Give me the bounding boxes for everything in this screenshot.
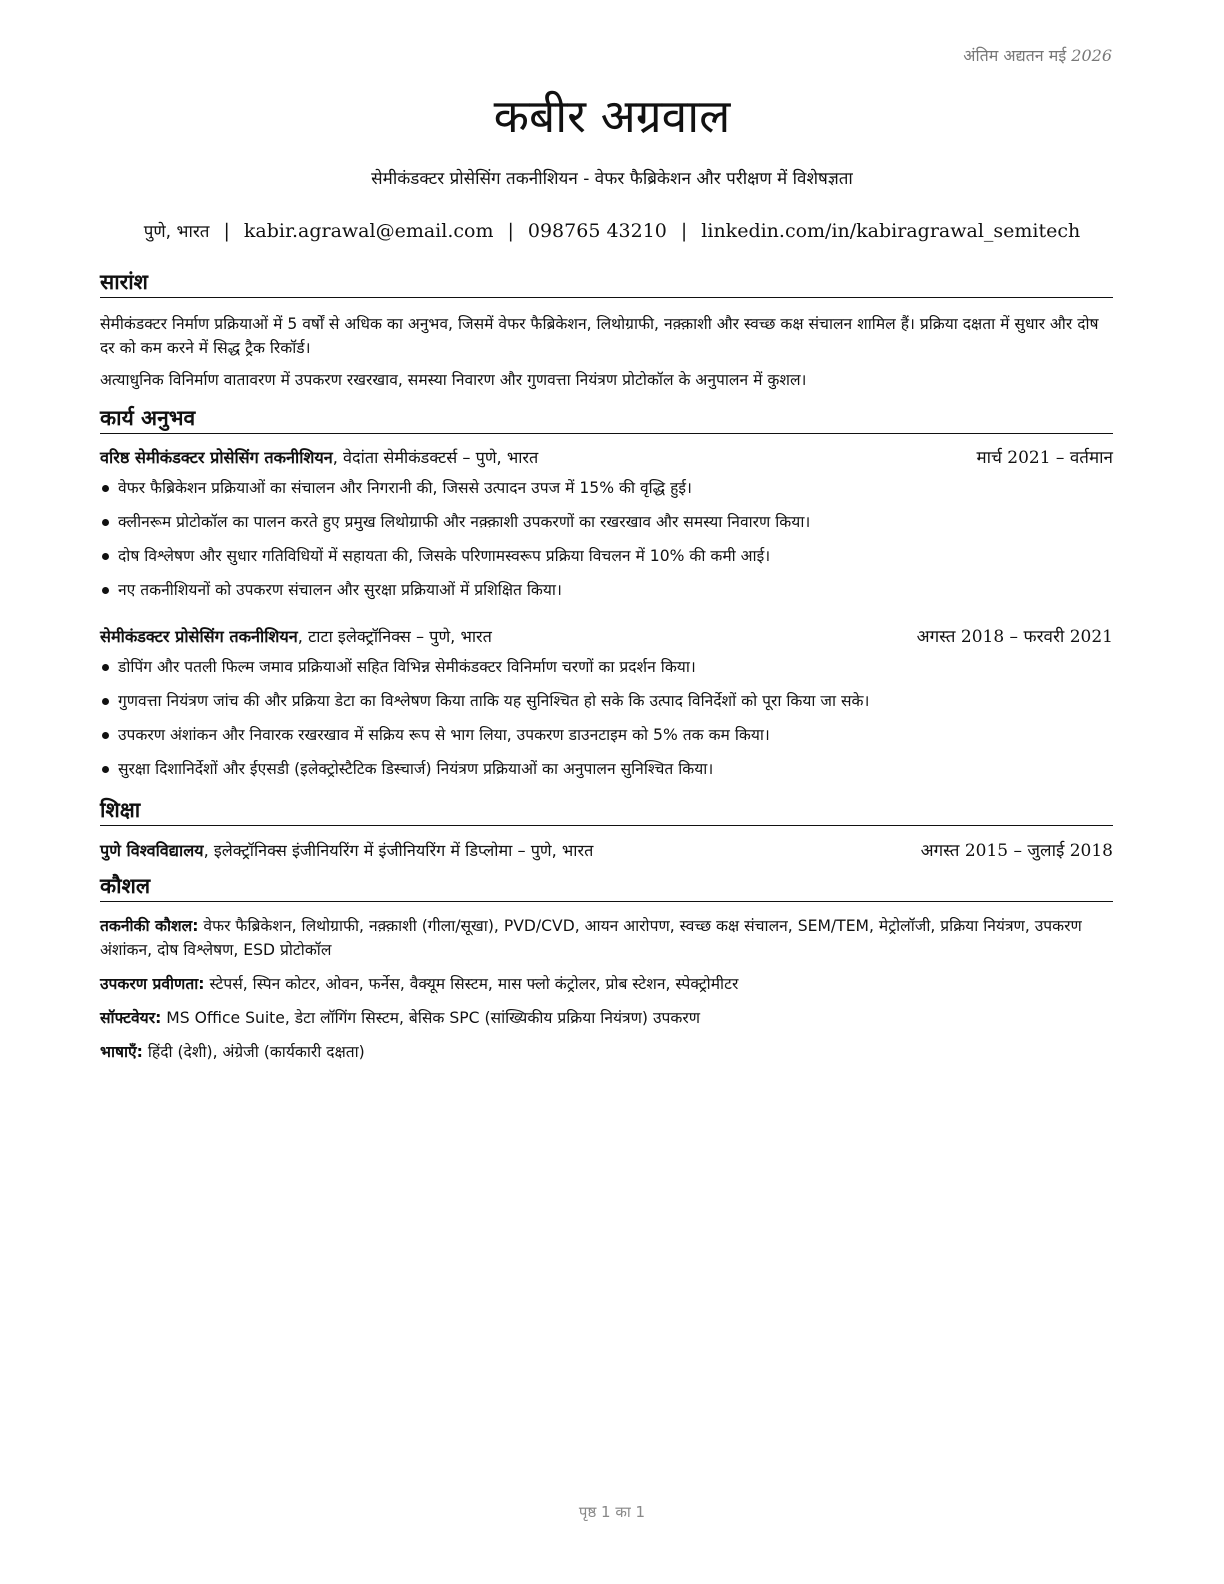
contact-location: पुणे, भारत <box>143 222 210 242</box>
job-entry <box>100 624 1113 786</box>
contact-linkedin[interactable]: linkedin.com/in/kabiragrawal_semitech <box>701 220 1081 242</box>
job-bullet: नए तकनीशियनों को उपकरण संचालन और सुरक्षा प्रक्रियाओं में प्रशिक्षित किया। <box>100 573 1113 607</box>
job-bullet: दोष विश्लेषण और सुधार गतिविधियों में सहायता की, जिसके परिणामस्वरूप प्रक्रिया विचलन में 10% की कमी आई। <box>100 539 1113 573</box>
skills-title: कौशल <box>100 872 1113 902</box>
job-role: वरिष्ठ सेमीकंडक्टर प्रोसेसिंग तकनीशियन <box>100 448 333 467</box>
last-updated-year: 2026 <box>1071 46 1112 65</box>
summary-section <box>100 268 1113 392</box>
job-dates: मार्च 2021 – वर्तमान <box>976 448 1113 468</box>
experience-section <box>100 404 1113 786</box>
job-title-line <box>100 624 492 650</box>
job-org: , टाटा इलेक्ट्रॉनिक्स – पुणे, भारत <box>297 627 492 646</box>
contact-phone: 098765 43210 <box>527 220 667 242</box>
skill-line <box>100 1040 1113 1064</box>
contact-separator: | <box>680 220 688 242</box>
education-institution: पुणे विश्वविद्यालय <box>100 841 204 860</box>
experience-title: कार्य अनुभव <box>100 404 1113 434</box>
resume-body <box>100 268 1113 1064</box>
education-title: शिक्षा <box>100 796 1113 826</box>
last-updated <box>963 44 1112 66</box>
skill-label: उपकरण प्रवीणता: <box>100 975 205 993</box>
skills-section <box>100 872 1113 1064</box>
skill-label: सॉफ्टवेयर: <box>100 1009 162 1027</box>
job-entry <box>100 445 1113 607</box>
candidate-name: कबीर अग्रवाल <box>493 89 731 143</box>
contact-separator: | <box>507 220 514 242</box>
job-bullet: वेफर फैब्रिकेशन प्रक्रियाओं का संचालन और निगरानी की, जिससे उत्पादन उपज में 15% की वृद्धि हुई। <box>100 471 1113 505</box>
skill-label: तकनीकी कौशल: <box>100 917 199 935</box>
skill-value: MS Office Suite, डेटा लॉगिंग सिस्टम, बेसिक SPC (सांख्यिकीय प्रक्रिया नियंत्रण) उपकरण <box>161 1009 700 1027</box>
job-role: सेमीकंडक्टर प्रोसेसिंग तकनीशियन <box>100 627 298 646</box>
job-bullet: सुरक्षा दिशानिर्देशों और ईएसडी (इलेक्ट्रोस्टैटिक डिस्चार्ज) नियंत्रण प्रक्रियाओं का अनुपालन सुनिश्चित किया। <box>100 752 1113 786</box>
education-section <box>100 796 1113 864</box>
skill-value: हिंदी (देशी), अंग्रेजी (कार्यकारी दक्षता) <box>142 1043 365 1061</box>
education-entry <box>100 838 1113 864</box>
job-header <box>100 624 1113 650</box>
job-bullet: उपकरण अंशांकन और निवारक रखरखाव में सक्रिय रूप से भाग लिया, उपकरण डाउनटाइम को 5% तक कम किया। <box>100 718 1113 752</box>
education-detail: , इलेक्ट्रॉनिक्स इंजीनियरिंग में इंजीनियरिंग में डिप्लोमा – पुणे, भारत <box>203 841 594 860</box>
job-org: , वेदांता सेमीकंडक्टर्स – पुणे, भारत <box>332 448 539 467</box>
skill-line <box>100 914 1113 962</box>
summary-paragraph: अत्याधुनिक विनिर्माण वातावरण में उपकरण रखरखाव, समस्या निवारण और गुणवत्ता नियंत्रण प्रोटोकॉल के अनुपालन में कुशल। <box>100 371 807 389</box>
page-number: पृष्ठ 1 का 1 <box>578 1503 646 1521</box>
job-bullets <box>100 471 1113 607</box>
job-bullet: डोपिंग और पतली फिल्म जमाव प्रक्रियाओं सहित विभिन्न सेमीकंडक्टर विनिर्माण चरणों का प्रदर्शन किया। <box>100 650 1113 684</box>
education-dates: अगस्त 2015 – जुलाई 2018 <box>920 841 1113 861</box>
job-bullet: क्लीनरूम प्रोटोकॉल का पालन करते हुए प्रमुख लिथोग्राफी और नक़्क़ाशी उपकरणों का रखरखाव और समस्या निवारण किया। <box>100 505 1113 539</box>
job-bullets <box>100 650 1113 786</box>
education-line <box>100 838 593 864</box>
job-dates: अगस्त 2018 – फरवरी 2021 <box>916 627 1113 647</box>
contact-line <box>0 219 1224 242</box>
skill-line <box>100 972 1113 996</box>
skill-value: वेफर फैब्रिकेशन, लिथोग्राफी, नक़्क़ाशी (गीला/सूखा), PVD/CVD, आयन आरोपण, स्वच्छ कक्ष संचालन, SEM/TEM, मेट्रोलॉजी, प्रक्रिया नियंत्रण, उपकरण अंशांकन, दोष विश्लेषण, ESD प्रोटोकॉल <box>100 917 1082 959</box>
job-bullet: गुणवत्ता नियंत्रण जांच की और प्रक्रिया डेटा का विश्लेषण किया ताकि यह सुनिश्चित हो सके कि उत्पाद विनिर्देशों को पूरा किया जा सके। <box>100 684 1113 718</box>
headline: सेमीकंडक्टर प्रोसेसिंग तकनीशियन - वेफर फैब्रिकेशन और परीक्षण में विशेषज्ञता <box>371 169 853 189</box>
summary-paragraph: सेमीकंडक्टर निर्माण प्रक्रियाओं में 5 वर्षों से अधिक का अनुभव, जिसमें वेफर फैब्रिकेशन, लिथोग्राफी, नक़्क़ाशी और स्वच्छ कक्ष संचालन शामिल हैं। प्रक्रिया दक्षता में सुधार और दोष दर को कम करने में सिद्ध ट्रैक रिकॉर्ड। <box>100 315 1099 357</box>
skill-line <box>100 1006 1113 1030</box>
skill-label: भाषाएँ: <box>100 1043 143 1061</box>
contact-email[interactable]: kabir.agrawal@email.com <box>243 220 494 242</box>
last-updated-label: अंतिम अद्यतन मई <box>963 46 1067 65</box>
summary-title: सारांश <box>100 268 1113 298</box>
skill-value: स्टेपर्स, स्पिन कोटर, ओवन, फर्नेस, वैक्यूम सिस्टम, मास फ्लो कंट्रोलर, प्रोब स्टेशन, स्पेक्ट्रोमीटर <box>204 975 739 993</box>
job-title-line <box>100 445 538 471</box>
job-header <box>100 445 1113 471</box>
contact-separator: | <box>223 220 230 242</box>
